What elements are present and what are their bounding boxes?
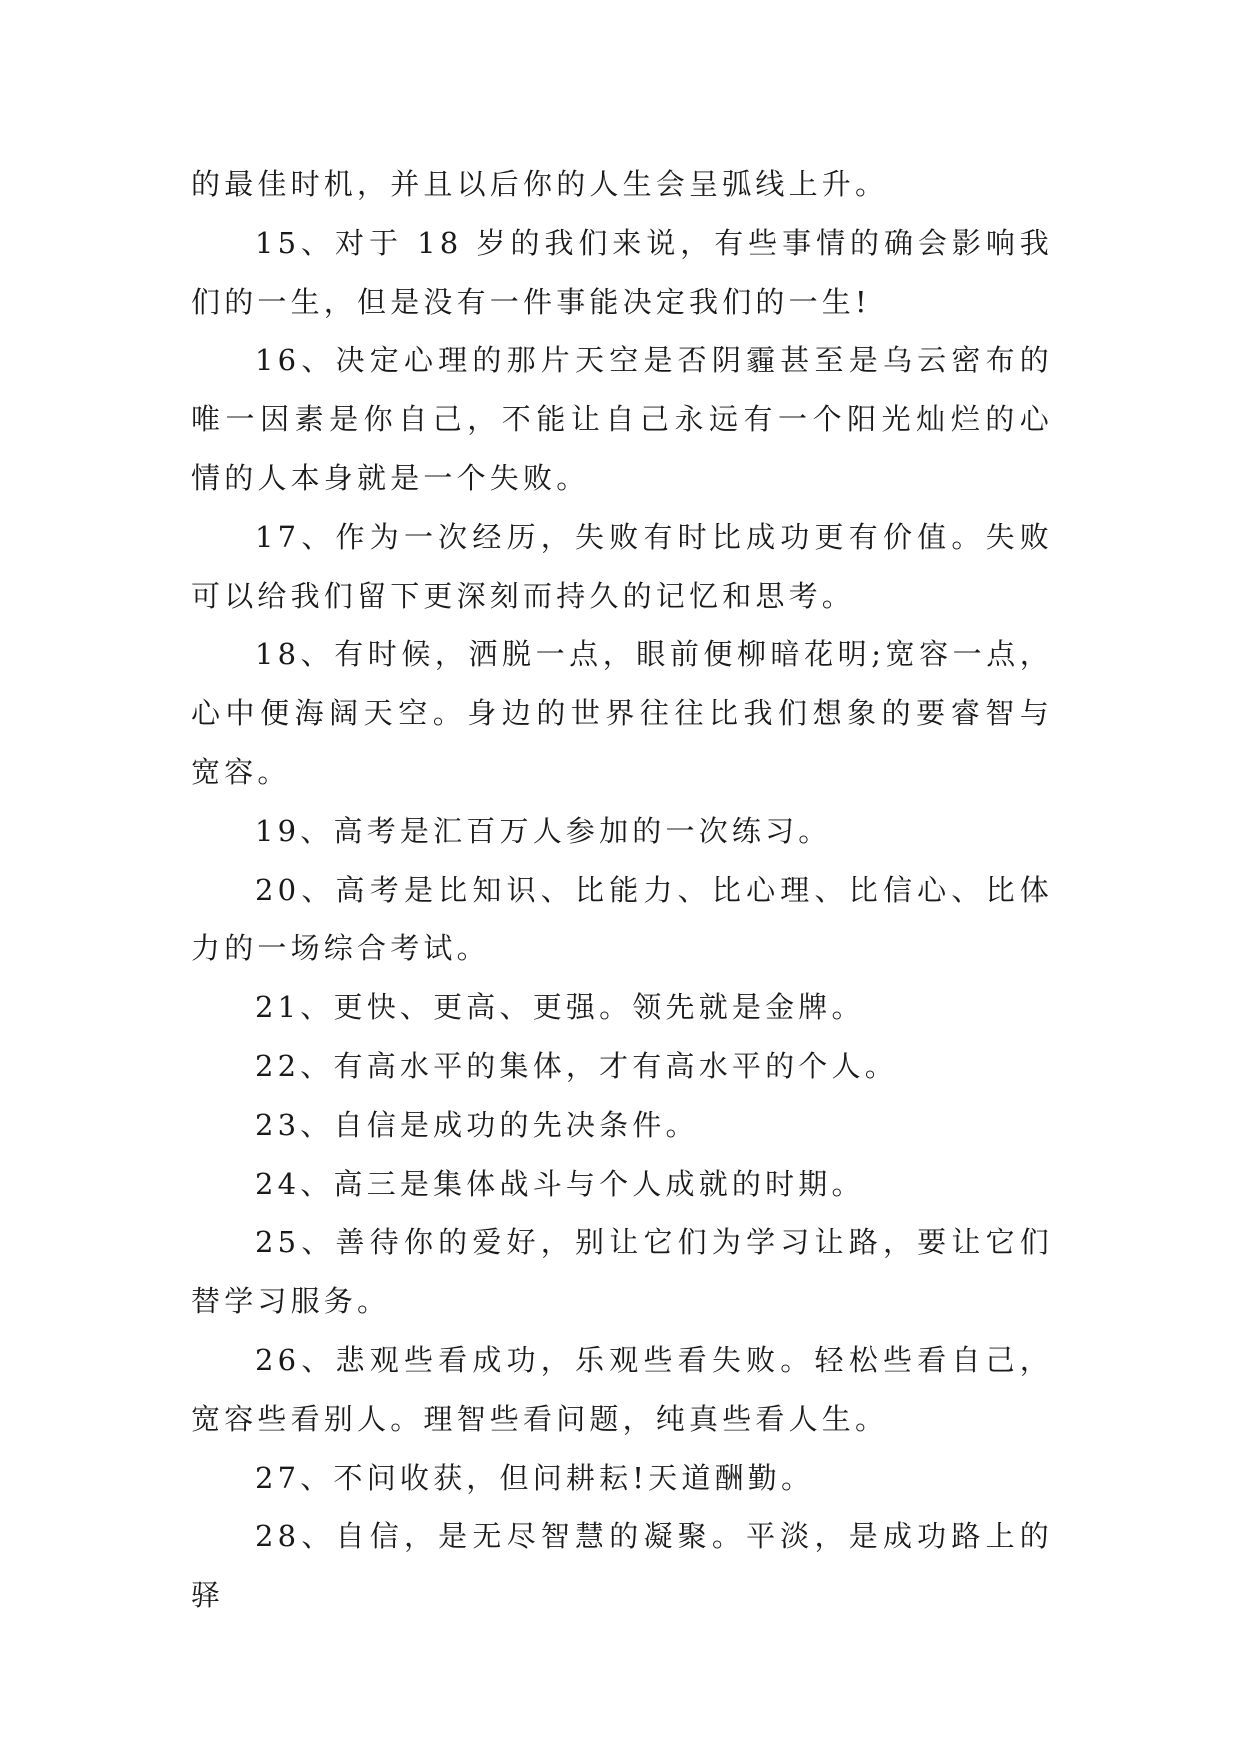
paragraph-item-20: 20、高考是比知识、比能力、比心理、比信心、比体力的一场综合考试。 [191, 872, 1053, 966]
paragraph-item-22: 22、有高水平的集体，才有高水平的个人。 [255, 1048, 898, 1083]
paragraph-item-17: 17、作为一次经历，失败有时比成功更有价值。失败可以给我们留下更深刻而持久的记忆和思考。 [191, 519, 1053, 613]
paragraph-item-19: 19、高考是汇百万人参加的一次练习。 [255, 813, 832, 848]
paragraph-item-18: 18、有时候，洒脱一点，眼前便柳暗花明;宽容一点，心中便海阔天空。身边的世界往往比我们想象的要睿智与宽容。 [191, 637, 1053, 789]
paragraph-item-24: 24、高三是集体战斗与个人成就的时期。 [255, 1166, 865, 1201]
paragraph-item-28: 28、自信，是无尽智慧的凝聚。平淡，是成功路上的驿 [191, 1519, 1053, 1613]
paragraph-item-21: 21、更快、更高、更强。领先就是金牌。 [255, 990, 865, 1025]
paragraph-item-27: 27、不问收获，但问耕耘!天道酬勤。 [255, 1460, 815, 1495]
paragraph-item-26: 26、悲观些看成功，乐观些看失败。轻松些看自己，宽容些看别人。理智些看问题，纯真些看人生。 [191, 1342, 1053, 1436]
paragraph-item-16: 16、决定心理的那片天空是否阴霾甚至是乌云密布的唯一因素是你自己，不能让自己永远有一个阳光灿烂的心情的人本身就是一个失败。 [191, 343, 1053, 495]
paragraph-item-23: 23、自信是成功的先决条件。 [255, 1107, 699, 1142]
paragraph-continuation: 的最佳时机，并且以后你的人生会呈弧线上升。 [191, 167, 889, 201]
paragraph-item-15: 15、对于 18 岁的我们来说，有些事情的确会影响我们的一生，但是没有一件事能决定我们的一生! [191, 225, 1053, 319]
paragraph-item-25: 25、善待你的爱好，别让它们为学习让路，要让它们替学习服务。 [191, 1225, 1053, 1319]
document-body [191, 155, 1053, 1625]
